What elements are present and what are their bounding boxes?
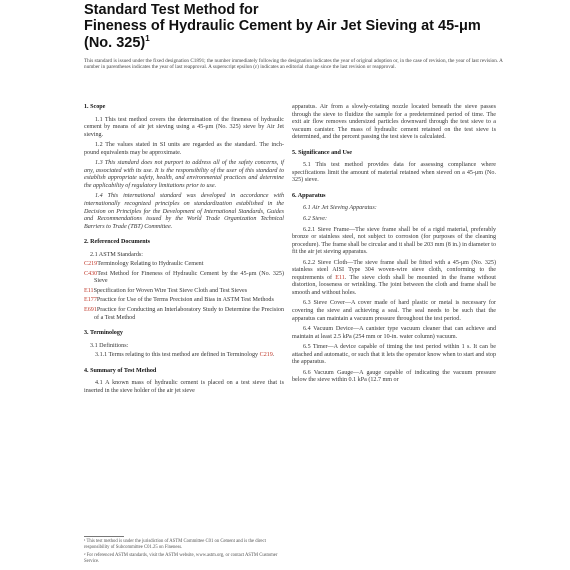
paragraph-6-3: 6.3 Sieve Cover—A cover made of hard plastic or metal is necessary for covering the sieve and achieving a seal. The seal needs to be such that the apparatus can maintain a vacuum pressure throughout the test period.: [292, 300, 496, 322]
paragraph-3-1-1: [84, 352, 284, 360]
reference-code-link[interactable]: E691: [84, 307, 97, 314]
paragraph-4-1: 4.1 A known mass of hydraulic cement is placed on a test sieve that is inserted in the sieve holder of the air jet sieve: [84, 380, 284, 394]
title-footnote-mark: 1: [145, 34, 150, 43]
title-sieve-number: (No. 325): [84, 34, 146, 51]
designation-note: This standard is issued under the fixed designation C1891; the number immediately following the designation indicates the year of original adoption or, in the case of revision, the year of last revision. A number in parentheses indicates the year of last reapproval. A superscript epsilon (ε) indicates an editorial change since the last revision or reapproval.: [84, 58, 503, 71]
paragraph-6-1: 6.1 Air Jet Sieving Apparatus:: [303, 205, 377, 212]
sieve-spec-reference-link[interactable]: E11: [335, 274, 345, 281]
paragraph-6-5: 6.5 Timer—A device capable of timing the test period within 1 s. It can be attached and automatic, or such that it lets the operator know when to start and stop the apparatus.: [292, 344, 496, 366]
reference-code-link[interactable]: C430: [84, 270, 98, 277]
reference-title: Terminology Relating to Hydraulic Cement: [97, 261, 204, 268]
paragraph-6-2-1: 6.2.1 Sieve Frame—The sieve frame shall be of a rigid material, preferably bronze or stainless steel, not subject to corrosion (for purposes of the cleaning procedure). The frame shall be circular and it shall be 203 mm (8 in.) in diameter to fit the air jet sieving apparatus.: [292, 226, 496, 256]
paragraph-1-2: 1.2 The values stated in SI units are regarded as the standard. The inch-pound equivalents may be approximate.: [84, 142, 284, 156]
reference-item[interactable]: [84, 297, 284, 305]
reference-item[interactable]: [84, 288, 284, 296]
left-column: [84, 104, 284, 398]
footnote-1: ¹ This test method is under the jurisdiction of ASTM Committee C01 on Cement and is the direct responsibility of Subcommittee C01.25 on Fineness.: [84, 539, 266, 550]
paragraph-6-6: 6.6 Vacuum Gauge—A gauge capable of indicating the vacuum pressure below the sieve within 0.1 kPa (12.7 mm or: [292, 369, 496, 384]
section-heading-referenced-documents: 2. Referenced Documents: [84, 239, 151, 246]
paragraph-1-3: 1.3 This standard does not purport to address all of the safety concerns, if any, associated with its use. It is the responsibility of the user of this standard to establish appropriate safety, health, and environmental practices and determine the applicability of regulatory limitations prior to use.: [84, 160, 284, 189]
section-heading-significance: 5. Significance and Use: [292, 149, 352, 156]
paragraph-6-2: 6.2 Sieve:: [303, 216, 328, 223]
reference-item[interactable]: [84, 271, 284, 286]
reference-code-link[interactable]: C219: [84, 261, 98, 268]
section-heading-apparatus: 6. Apparatus: [292, 192, 326, 199]
paragraph-1-1: 1.1 This test method covers the determination of the fineness of hydraulic cement by means of air jet sieving using a 45-μm (No. 325) sieve by Air Jet sieving.: [84, 116, 284, 138]
paragraph-2-1: 2.1 ASTM Standards:: [90, 251, 143, 258]
terminology-reference-link[interactable]: C219: [259, 352, 273, 359]
paragraph-3-1-1-end: .: [272, 352, 275, 359]
section-heading-terminology: 3. Terminology: [84, 330, 123, 337]
paragraph-6-2-2-text: 6.2.2 Sieve Cloth—The sieve frame shall be fitted with a 45-μm (No. 325) stainless steel AISI Type 304 woven-wire sieve cloth, conforming to the requirements of: [292, 259, 496, 281]
reference-title: Test Method for Fineness of Hydraulic Cement by the 45-μm (No. 325) Sieve: [94, 270, 284, 285]
paragraph-4-1-continued: apparatus. Air from a slowly-rotating nozzle located beneath the sieve passes through the sieve to fluidize the sample for a predetermined period of time. The exit air flow removes undersized particles downward through the test sieve to a vacuum canister. The mass of hydraulic cement retained on the test sieve is determined, and the percent passing the test sieve is calculated.: [292, 104, 496, 141]
paragraph-1-4: 1.4 This international standard was developed in accordance with internationally recognized principles on standardization established in the Decision on Principles for the Development of International Standards, Guides and Recommendations issued by the World Trade Organization Technical Barriers to Trade (TBT) Committee.: [84, 193, 284, 230]
section-heading-scope: 1. Scope: [84, 104, 106, 110]
reference-item[interactable]: [84, 307, 284, 322]
reference-item[interactable]: [84, 261, 284, 269]
title-prefix: Standard Test Method for: [84, 2, 259, 18]
paragraph-6-2-2: [292, 260, 496, 298]
title-main: Fineness of Hydraulic Cement by Air Jet Sieving at 45-μm: [84, 18, 481, 34]
paragraph-6-2-2-end: . The sieve cloth shall be mounted in the frame without distortion, looseness or wrinkling. The joint between the cloth and frame shall be smooth and without holes.: [292, 274, 496, 296]
reference-code-link[interactable]: E177: [84, 297, 97, 304]
footnote-2: ² For referenced ASTM standards, visit the ASTM website, www.astm.org, or contact ASTM Customer Service.: [84, 553, 278, 564]
right-column: [292, 104, 496, 388]
paragraph-3-1-1-text: 3.1.1 Terms relating to this test method are defined in Terminology: [95, 352, 259, 359]
paragraph-3-1: 3.1 Definitions:: [90, 342, 129, 349]
reference-code-link[interactable]: E11: [84, 287, 94, 294]
paragraph-5-1: 5.1 This test method provides data for assessing compliance where specifications limit the amount of material retained when sieved on a 45-μm (No. 325) sieve.: [292, 162, 496, 184]
section-heading-summary: 4. Summary of Test Method: [84, 367, 157, 374]
reference-title: Specification for Woven Wire Test Sieve Cloth and Test Sieves: [93, 287, 248, 294]
footnote-divider: [84, 536, 124, 537]
paragraph-6-4: 6.4 Vacuum Device—A canister type vacuum cleaner that can achieve and maintain at least 2.5 kPa (254 mm or 10-in. water column) vacuum.: [292, 326, 496, 340]
reference-title: Practice for Use of the Terms Precision and Bias in ASTM Test Methods: [96, 297, 274, 304]
reference-title: Practice for Conducting an Interlaboratory Study to Determine the Precision of a Test Method: [94, 307, 284, 321]
title-designation: [84, 34, 150, 51]
